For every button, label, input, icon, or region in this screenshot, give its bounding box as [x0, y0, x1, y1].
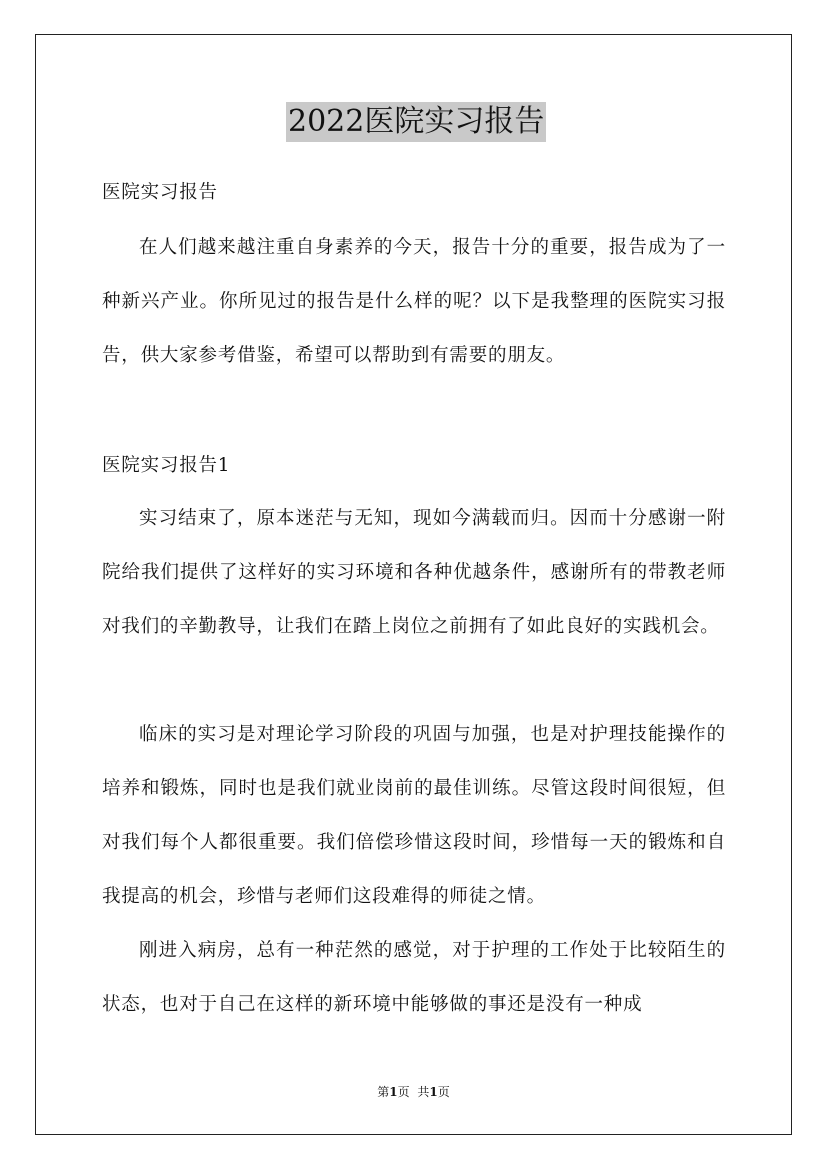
document-subheading: 医院实习报告: [102, 182, 218, 203]
intro-paragraph: 在人们越来越注重自身素养的今天，报告十分的重要，报告成为了一种新兴产业。你所见过的报告是什么样的呢？以下是我整理的医院实习报告，供大家参考借鉴，希望可以帮助到有需要的朋友。: [102, 237, 726, 366]
page-current: 1: [389, 1085, 398, 1099]
page-footer: [0, 1083, 827, 1101]
document-title: 2022医院实习报告: [286, 102, 546, 142]
total-suffix: 页: [437, 1085, 450, 1099]
section-heading: 医院实习报告1: [102, 455, 231, 476]
body-paragraph: 刚进入病房，总有一种茫然的感觉，对于护理的工作处于比较陌生的状态，也对于自己在这样的新环境中能够做的事还是没有一种成: [102, 940, 726, 1015]
page-suffix: 页: [397, 1085, 410, 1099]
body-paragraph: 实习结束了，原本迷茫与无知，现如今满载而归。因而十分感谢一附院给我们提供了这样好的实习环境和各种优越条件，感谢所有的带教老师对我们的辛勤教导，让我们在踏上岗位之前拥有了如此良好的实践机会。: [102, 508, 726, 637]
page-prefix: 第: [377, 1085, 390, 1099]
total-prefix: 共: [417, 1085, 430, 1099]
body-paragraph: 临床的实习是对理论学习阶段的巩固与加强，也是对护理技能操作的培养和锻炼，同时也是我们就业岗前的最佳训练。尽管这段时间很短，但对我们每个人都很重要。我们倍偿珍惜这段时间，珍惜每一天的锻炼和自我提高的机会，珍惜与老师们这段难得的师徒之情。: [102, 724, 726, 907]
page-total: 1: [429, 1085, 438, 1099]
